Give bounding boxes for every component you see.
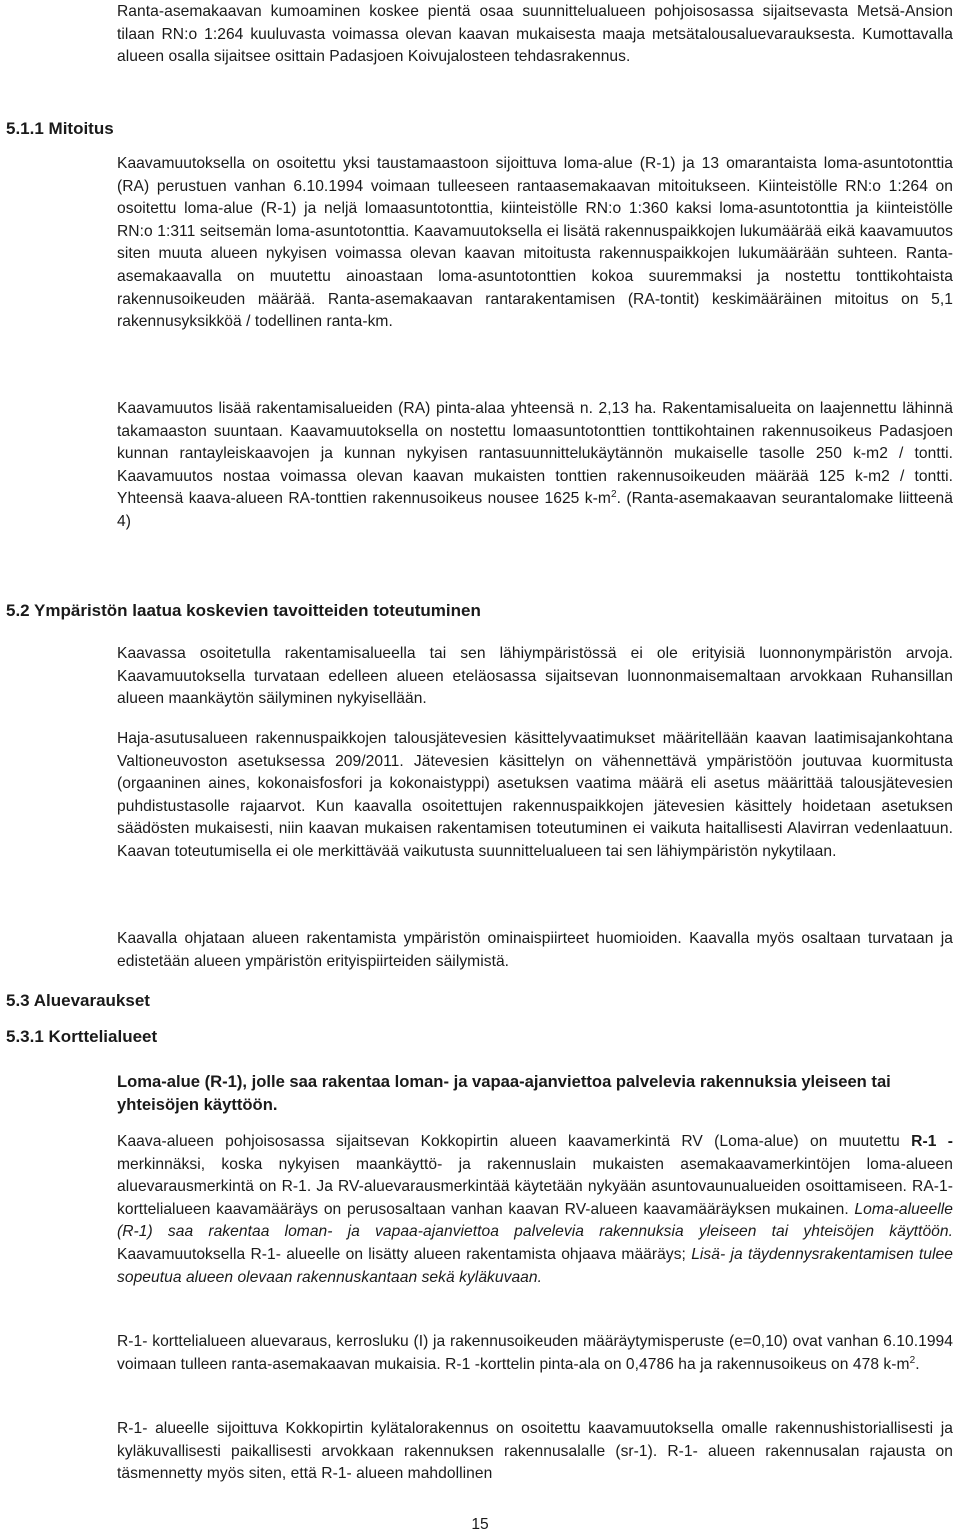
loma-paragraph-1-italic-2: Lisä- ja täydennysrakentamisen tulee sopeutua alueen olevaan rakennuskantaan sekä kyläkuvaan. bbox=[117, 1245, 953, 1286]
ymparisto-paragraph-2: Haja-asutusalueen rakennuspaikkojen talousjätevesien käsittelyvaatimukset määritellään kaavan laatimisajankohtana Valtioneuvoston asetuksessa 209/2011. Jätevesien käsittelyn on vähennettävä ympäristöön joutuvaa kuormitusta (orgaaninen aines, kokonaisfosfori ja kokonaistyppi) asetuksen vaatima määrä eli asetus määrittää talousjätevesien puhdistustasolle rajaarvot. Kun kaavalla osoitettujen rakennuspaikkojen jätevesien käsittely hoidetaan asetuksen säädösten mukaisesti, niin kaavan mukaisen rakentamisen toteutuminen ei vaikuta haitallisesti Alavirran vedenlaatuun. Kaavan toteutumisella ei ole merkittävää vaikutusta suunnittelualueen tai sen lähiympäristön nykytilaan. bbox=[117, 730, 953, 860]
mitoitus-paragraph-1: Kaavamuutoksella on osoitettu yksi taustamaastoon sijoittuva loma-alue (R-1) ja 13 omarantaista loma-asuntotonttia (RA) perustuen vanhan 6.10.1994 voimaan tulleeseen rantaasemakaavan mitoitukseen. Kiinteistölle RN:o 1:264 on osoitettu loma-alue (R-1) ja neljä lomaasuntotonttia, kiinteistölle RN:o 1:360 kaksi loma-asuntotonttia ja kiinteistölle RN:o 1:311 seitsemän loma-asuntotonttia. Kaavamuutoksella ei lisätä rakennuspaikkojen lukumäärää eikä kaavamuutos siten muuta alueen nykyisen voimassa olevan kaavan mitoitusta rakennuspaikkojen lukumäärään suhteen. Ranta-asemakaavalla on muutettu ainoastaan loma-asuntotonttien kokoa suuremmaksi ja nostettu tonttikohtaista rakennusoikeuden määrää. Ranta-asemakaavan rantarakentamisen (RA-tontit) keskimääräinen mitoitus on 5,1 rakennusyksikköä / todellinen ranta-km. bbox=[117, 155, 953, 331]
loma-paragraph-1-text-c: Kaavamuutoksella R-1- alueelle on lisätty alueen rakentamista ohjaava määräys; bbox=[117, 1245, 692, 1263]
page-number: 15 bbox=[471, 1516, 489, 1533]
loma-paragraph-1-italic-1: Loma-alueelle (R-1) saa rakentaa loman- ja vapaa-ajanviettoa palvelevia rakennuksia yleiseen tai yhteisöjen käyttöön. bbox=[117, 1200, 953, 1241]
superscript: 2 bbox=[610, 489, 617, 501]
loma-paragraph-1-bold: R-1 - bbox=[911, 1133, 953, 1150]
loma-paragraph-2-text: R-1- korttelialueen aluevaraus, kerrosluku (I) ja rakennusoikeuden määräytymisperuste (e=0,10) ovat vanhan 6.10.1994 voimaan tulleen ranta-asemakaavan mukaisia. R-1 -korttelin pinta-ala on 0,4786 ha ja rakennusoikeus on 478 k-m bbox=[117, 1333, 953, 1373]
section-heading-korttelialueet: 5.3.1 Korttelialueet bbox=[6, 1027, 158, 1046]
mitoitus-paragraph-2-text: Kaavamuutos lisää rakentamisalueiden (RA) pinta-alaa yhteensä n. 2,13 ha. Rakentamisalueita on laajennettu lähinnä takamaaston suuntaan. Kaavamuutoksella on nostettu lomaasuntotonttien tonttikohtainen rakennusoikeus Padasjoen kunnan rantayleiskaavojen ja kunnan nykyisen rantasuunnittelukäytännön mukaiselle tasolle 250 k-m2 / tontti. Kaavamuutos nostaa voimassa olevan kaavan mukaisten tonttien rakennusoikeuden määrää 125 k-m2 / tontti. Yhteensä kaava-alueen RA-tonttien rakennusoikeus nousee 1625 k-m bbox=[117, 400, 953, 508]
section-heading-aluevaraukset: 5.3 Aluevaraukset bbox=[6, 991, 150, 1010]
loma-paragraph-1-text-b: merkinnäksi, koska nykyisen maankäyttö- ja rakennuslain mukaisten asemakaavamerkintöjen loma-alueen aluevarausmerkintä on R-1. Ja RV-aluevarausmerkintää käytetään nykyään asuntovaunualueiden osoittamiseen. RA-1- korttelialueen kaavamääräys on perusosaltaan vanhan kaavan RV-alueen kaavamääräyksen mukainen. bbox=[117, 1155, 953, 1218]
loma-paragraph-1-text-a: Kaava-alueen pohjoisosassa sijaitsevan Kokkopirtin alueen kaavamerkintä RV (Loma-alue) on muutettu bbox=[117, 1133, 912, 1150]
loma-paragraph-3: R-1- alueelle sijoittuva Kokkopirtin kylätalorakennus on osoitettu kaavamuutoksella omalle rakennushistoriallisesti ja kyläkuvallisesti paikallisesti arvokkaan rakennuksen rakennusalalle (sr-1). R-1- alueen rakennusalan rajausta on täsmennetty myös siten, että R-1- alueen mahdollinen bbox=[117, 1420, 953, 1483]
loma-paragraph-2 bbox=[117, 1331, 953, 1376]
loma-paragraph-2-tail: . bbox=[915, 1355, 920, 1373]
loma-alue-heading: Loma-alue (R-1), jolle saa rakentaa loman- ja vapaa-ajanviettoa palvelevia rakennuksia yleiseen tai yhteisöjen käyttöön. bbox=[117, 1072, 891, 1114]
section-heading-ymparisto: 5.2 Ympäristön laatua koskevien tavoitteiden toteutuminen bbox=[6, 601, 481, 620]
loma-paragraph-1 bbox=[117, 1131, 953, 1289]
intro-paragraph: Ranta-asemakaavan kumoaminen koskee pientä osaa suunnittelualueen pohjoisosassa sijaitsevasta Metsä-Ansion tilaan RN:o 1:264 kuuluvasta voimassa olevan kaavan mukaisesta maaja metsätalousaluevarauksesta. Kumottavalla alueen osalla sijaitsee osittain Padasjoen Koivujalosteen tehdasrakennus. bbox=[117, 3, 953, 66]
superscript: 2 bbox=[909, 1354, 916, 1366]
ymparisto-paragraph-1: Kaavassa osoitetulla rakentamisalueella tai sen lähiympäristössä ei ole erityisiä luonnonympäristön arvoja. Kaavamuutoksella turvataan edelleen alueen eteläosassa sijaitsevan luonnonmaisemaltaan arvokkaan Ruhansillan alueen maankäytön säilyminen nykyisellään. bbox=[117, 645, 953, 708]
ymparisto-paragraph-3: Kaavalla ohjataan alueen rakentamista ympäristön ominaispiirteet huomioiden. Kaavalla myös osaltaan turvataan ja edistetään alueen ympäristön erityispiirteiden säilymistä. bbox=[117, 930, 953, 970]
mitoitus-paragraph-2-tail: . (Ranta-asemakaavan seurantalomake liitteenä 4) bbox=[117, 490, 954, 530]
section-heading-mitoitus: 5.1.1 Mitoitus bbox=[6, 119, 114, 138]
mitoitus-paragraph-2 bbox=[117, 398, 953, 534]
